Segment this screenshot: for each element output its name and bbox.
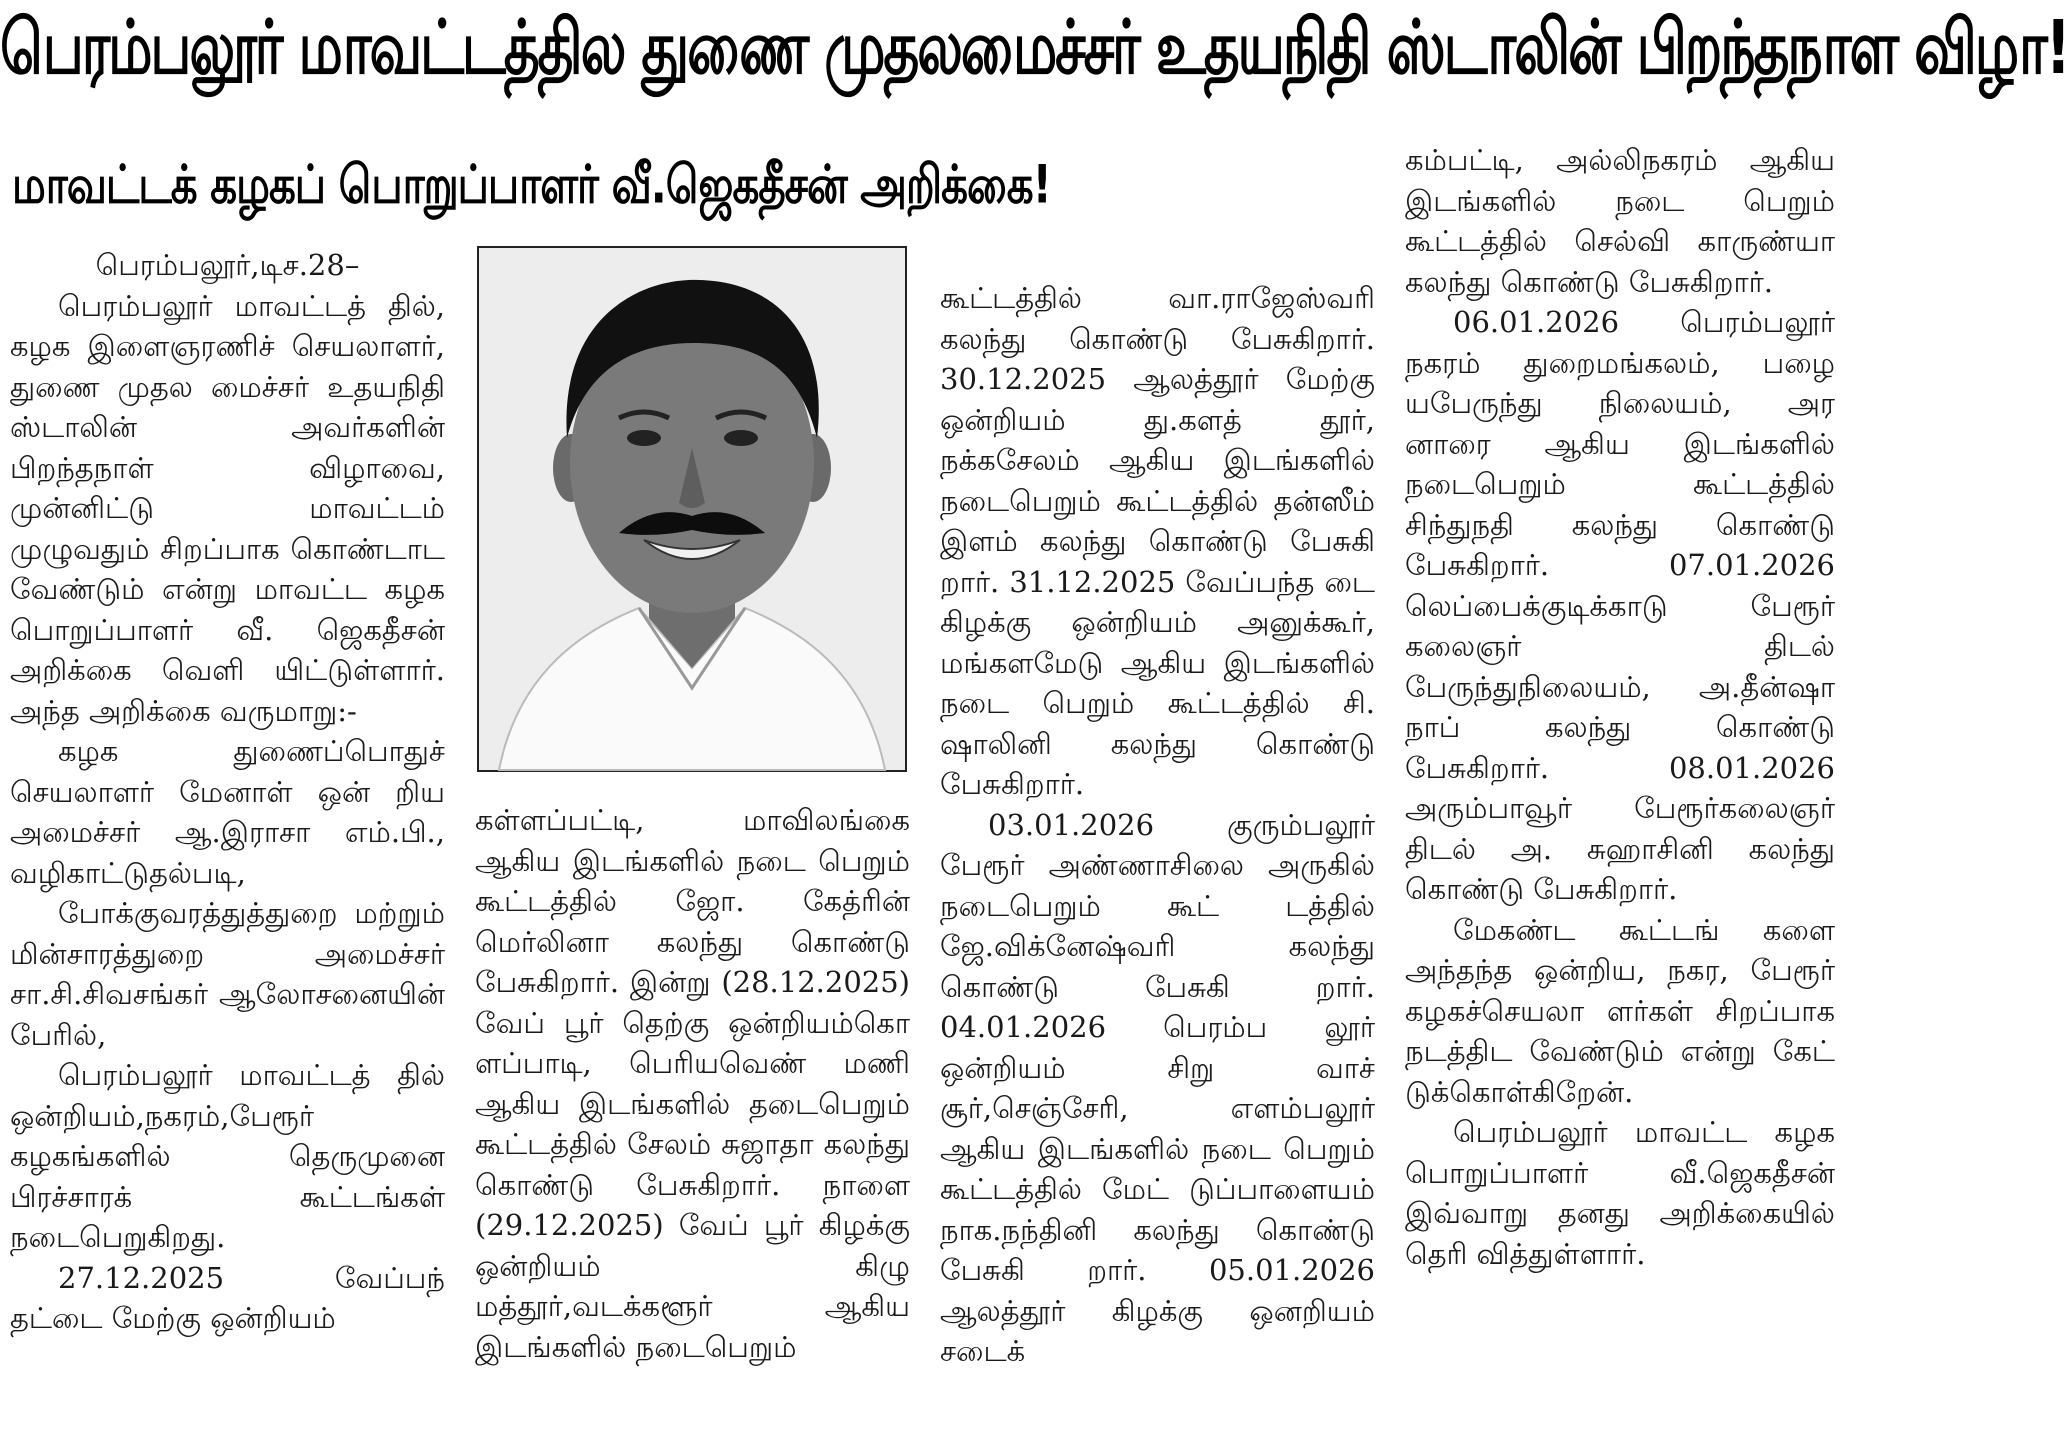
headline: பெரம்பலூர் மாவட்டத்தில துணை முதலமைச்சர் உதயநிதி ஸ்டாலின் பிறந்தநாள விழா! [0, 4, 2069, 91]
article-column-3 [940, 278, 1375, 1372]
paragraph: கம்பட்டி, அல்லிநகரம் ஆகிய இடங்களில் நடை பெறும் கூட்டத்தில் செல்வி காருண்யா கலந்து கொண்டு பேசுகிறார். [1405, 143, 1835, 299]
paragraph: கூட்டத்தில் வா.ராஜேஸ்வரி கலந்து கொண்டு பேசுகிறார். 30.12.2025 ஆலத்தூர் மேற்கு ஒன்றியம் து.களத் தூர், நக்கசேலம் ஆகிய இடங்களில் நடைபெறும் கூட்டத்தில் தன்ஸீம் இளம் கலந்து கொண்டு பேசுகி றார். 31.12.2025 வேப்பந்த டை கிழக்கு ஒன்றியம் அனுக்கூர், மங்களமேடு ஆகிய இடங்களில் நடை பெறும் கூட்டத்தில் சி. ஷாலினி கலந்து கொண்டு பேசுகிறார். [940, 281, 1375, 801]
article-column-2 [475, 800, 910, 1367]
subheadline: மாவட்டக் கழகப் பொறுப்பாளர் வீ.ஜெகதீசன் அறிக்கை! [12, 153, 1051, 215]
portrait-photo [477, 246, 907, 772]
paragraph: பெரம்பலூர் மாவட்டத் தில் ஒன்றியம்,நகரம்,பேரூர் கழகங்களில் தெருமுனை பிரச்சாரக் கூட்டங்கள் நடைபெறுகிறது. [10, 1058, 445, 1254]
article-column-4 [1405, 140, 1835, 1274]
paragraph: 27.12.2025 வேப்பந் தட்டை மேற்கு ஒன்றியம் [10, 1260, 445, 1335]
paragraph: பெரம்பலூர் மாவட்டத் தில், கழக இளைஞரணிச் செயலாளர், துணை முதல மைச்சர் உதயநிதி ஸ்டாலின் அவர்களின் பிறந்தநாள் விழாவை, முன்னிட்டு மாவட்டம் முழுவதும் சிறப்பாக கொண்டாட வேண்டும் என்று மாவட்ட கழக பொறுப்பாளர் வீ. ஜெகதீசன் அறிக்கை வெளி யிட்டுள்ளார். அந்த அறிக்கை வருமாறு:- [10, 288, 445, 728]
paragraph: 03.01.2026 குரும்பலூர் பேரூர் அண்ணாசிலை அருகில் நடைபெறும் கூட் டத்தில் ஜே.விக்னேஷ்வரி கலந்து கொண்டு பேசுகி றார். 04.01.2026 பெரம்ப லூர் ஒன்றியம் சிறு வாச் சூர்,செஞ்சேரி, எளம்பலூர் ஆகிய இடங்களில் நடை பெறும் கூட்டத்தில் மேட் டுப்பாளையம் நாக.நந்தினி கலந்து கொண்டு பேசுகி றார். 05.01.2026 ஆலத்தூர் கிழக்கு ஒனறியம் சடைக் [940, 807, 1375, 1368]
paragraph: மேகண்ட கூட்டங் களை அந்தந்த ஒன்றிய, நகர, பேரூர் கழகச்செயலா ளர்கள் சிறப்பாக நடத்திட வேண்டும் என்று கேட் டுக்கொள்கிறேன். [1405, 912, 1835, 1109]
paragraph: பெரம்பலூர் மாவட்ட கழக பொறுப்பாளர் வீ.ஜெகதீசன் இவ்வாறு தனது அறிக்கையில் தெரி வித்துள்ளார். [1405, 1115, 1835, 1271]
dateline: பெரம்பலூர்,டிச.28– [95, 248, 360, 282]
paragraph: கள்ளப்பட்டி, மாவிலங்கை ஆகிய இடங்களில் நடை பெறும் கூட்டத்தில் ஜோ. கேத்ரின் மெர்லினா கலந்து கொண்டு பேசுகிறார். இன்று (28.12.2025) வேப் பூர் தெற்கு ஒன்றியம்கொ ளப்பாடி, பெரியவெண் மணி ஆகிய இடங்களில் தடைபெறும் கூட்டத்தில் சேலம் சுஜாதா கலந்து கொண்டு பேசுகிறார். நாளை (29.12.2025) வேப் பூர் கிழக்கு ஒன்றியம் கிழு மத்தூர்,வடக்களூர் ஆகிய இடங்களில் நடைபெறும் [475, 803, 910, 1364]
portrait-image [479, 248, 905, 770]
dateline-wrap [10, 245, 445, 286]
article-column-1 [10, 245, 445, 1339]
paragraph: கழக துணைப்பொதுச் செயலாளர் மேனாள் ஒன் றிய அமைச்சர் ஆ.இராசா எம்.பி., வழிகாட்டுதல்படி, [10, 734, 445, 890]
paragraph: போக்குவரத்துத்துறை மற்றும் மின்சாரத்துறை அமைச்சர் சா.சி.சிவசங்கர் ஆலோசனையின் பேரில், [10, 896, 445, 1052]
paragraph: 06.01.2026 பெரம்பலூர் நகரம் துறைமங்கலம், பழை யபேருந்து நிலையம், அர னாரை ஆகிய இடங்களில் நடைபெறும் கூட்டத்தில் சிந்துநதி கலந்து கொண்டு பேசுகிறார். 07.01.2026 லெப்பைக்குடிக்காடு பேரூர் கலைஞர் திடல் பேருந்துநிலையம், அ.தீன்ஷா நாப் கலந்து கொண்டு பேசுகிறார். 08.01.2026 அரும்பாவூர் பேரூர்கலைஞர் திடல் அ. சுஹாசினி கலந்து கொண்டு பேசுகிறார். [1405, 305, 1835, 906]
